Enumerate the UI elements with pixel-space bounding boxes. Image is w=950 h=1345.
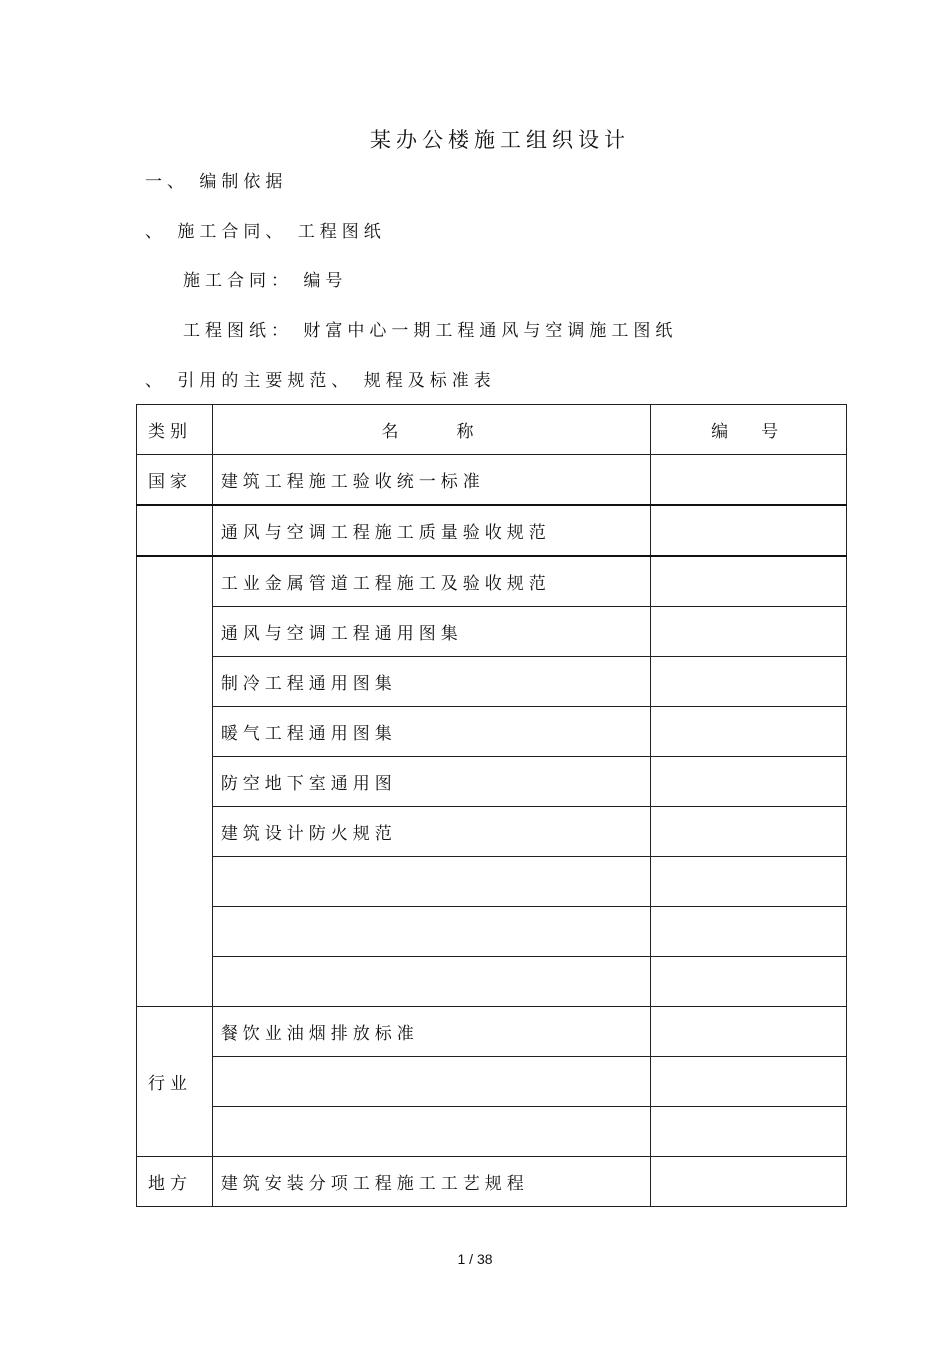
table-row <box>137 1107 847 1157</box>
row-number <box>651 607 847 657</box>
table-header-row <box>137 405 847 455</box>
contract-line: 施工合同： 编号 <box>183 271 348 291</box>
row-name: 通风与空调工程通用图集 <box>212 607 650 657</box>
row-category <box>137 556 213 1007</box>
row-number <box>651 455 847 506</box>
row-category <box>137 505 213 556</box>
row-name: 暖气工程通用图集 <box>212 707 650 757</box>
row-number <box>651 807 847 857</box>
row-name: 餐饮业油烟排放标准 <box>212 1007 650 1057</box>
table-row <box>137 857 847 907</box>
row-number <box>651 657 847 707</box>
row-name <box>212 957 650 1007</box>
table-row <box>137 657 847 707</box>
row-number <box>651 1107 847 1157</box>
row-number <box>651 1057 847 1107</box>
row-number <box>651 1157 847 1207</box>
row-category: 国家 <box>137 455 213 506</box>
row-name: 建筑工程施工验收统一标准 <box>212 455 650 506</box>
table-row <box>137 957 847 1007</box>
row-name: 防空地下室通用图 <box>212 757 650 807</box>
row-category: 行业 <box>137 1007 213 1157</box>
row-name <box>212 1107 650 1157</box>
page-title: 某办公楼施工组织设计 <box>370 128 630 152</box>
row-number <box>651 957 847 1007</box>
header-category: 类别 <box>137 405 213 455</box>
row-name <box>212 907 650 957</box>
subsection-contract-drawings: 、 施工合同、 工程图纸 <box>145 222 386 242</box>
table-row <box>137 556 847 607</box>
page-number: 1 / 38 <box>457 1251 493 1267</box>
section-heading-basis: 一、 编制依据 <box>145 172 288 192</box>
row-number <box>651 857 847 907</box>
row-name: 通风与空调工程施工质量验收规范 <box>212 505 650 556</box>
table-row <box>137 707 847 757</box>
row-number <box>651 757 847 807</box>
table-row <box>137 1157 847 1207</box>
table-row <box>137 907 847 957</box>
drawing-line: 工程图纸： 财富中心一期工程通风与空调施工图纸 <box>183 321 678 341</box>
row-category: 地方 <box>137 1157 213 1207</box>
table-row <box>137 1007 847 1057</box>
row-name: 工业金属管道工程施工及验收规范 <box>212 556 650 607</box>
row-name: 建筑设计防火规范 <box>212 807 650 857</box>
subsection-standards: 、 引用的主要规范、 规程及标准表 <box>145 371 496 391</box>
table-row <box>137 455 847 506</box>
table-row <box>137 505 847 556</box>
row-name: 制冷工程通用图集 <box>212 657 650 707</box>
row-name <box>212 1057 650 1107</box>
table-row <box>137 607 847 657</box>
header-number: 编 号 <box>651 405 847 455</box>
row-name <box>212 857 650 907</box>
row-number <box>651 707 847 757</box>
standards-table <box>136 404 847 1207</box>
header-name: 名 称 <box>212 405 650 455</box>
table-row <box>137 1057 847 1107</box>
table-row <box>137 807 847 857</box>
row-number <box>651 556 847 607</box>
row-name: 建筑安装分项工程施工工艺规程 <box>212 1157 650 1207</box>
row-number <box>651 907 847 957</box>
row-number <box>651 505 847 556</box>
row-number <box>651 1007 847 1057</box>
table-row <box>137 757 847 807</box>
